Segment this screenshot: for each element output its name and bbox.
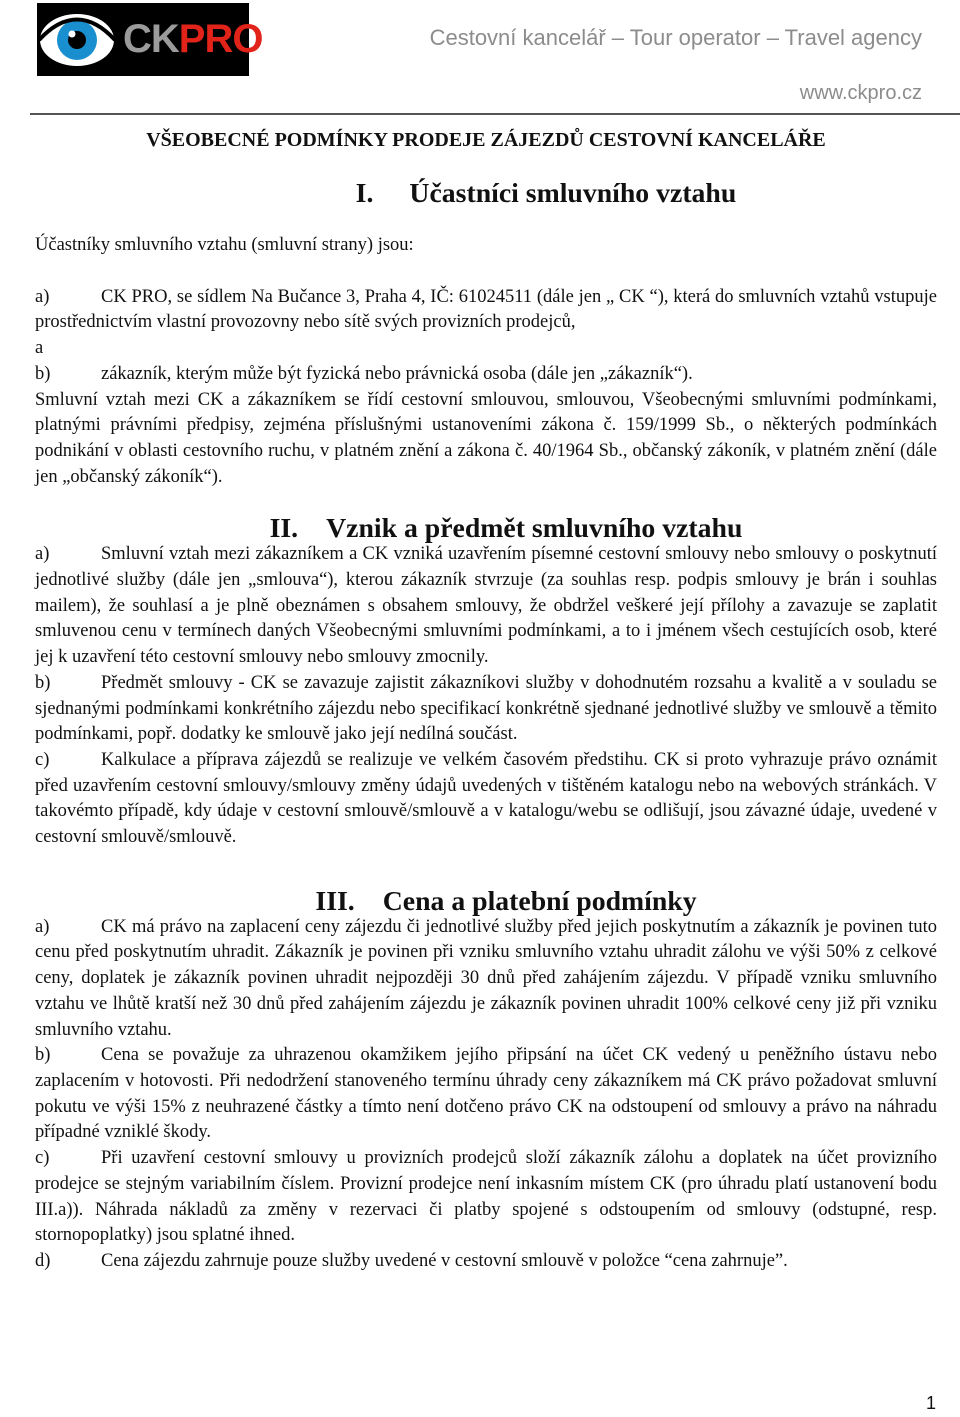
item-label: b) bbox=[35, 1045, 51, 1066]
section-2-heading bbox=[35, 513, 937, 545]
section-3-number: III. bbox=[315, 885, 355, 917]
item-label: a) bbox=[35, 544, 50, 565]
item-label: a) bbox=[35, 286, 50, 307]
section-2-number: II. bbox=[269, 513, 299, 545]
item-text: Cena zájezdu zahrnuje pouze služby uvedené v cestovní smlouvě v položce “cena zahrnuje”. bbox=[101, 1250, 788, 1271]
item-text: Smluvní vztah mezi zákazníkem a CK vzniká uzavřením písemné cestovní smlouvy nebo smlouvy o poskytnutí jednotlivé služby (dále jen „smlouva“), kterou zákazník stvrzuje (za souhlas resp. podpis smlouvy je brán i souhlas mailem), že souhlasí a je plně obeznámen s obsahem smlouvy, že obdržel veškeré její přílohy a zavazuje se zaplatit smluvenou cenu v termínech daných Všeobecnými smluvními podmínkami, a to i jménem všech cestujících osob, které jej k uzavření této cestovní smlouvy nebo smlouvy zmocnily. bbox=[35, 544, 937, 668]
section-1-intro: Účastníky smluvního vztahu (smluvní strany) jsou: bbox=[35, 235, 414, 255]
section-1-paragraph: Smluvní vztah mezi CK a zákazníkem se řídí cestovní smlouvou, smlouvou, Všeobecnými smluvními podmínkami, platnými právními předpisy, zejména příslušnými ustanoveními zákona č. 159/1999 Sb., o některých podmínkách podnikání v oblasti cestovního ruchu, v platném znění a zákona č. 40/1964 Sb., občanský zákoník, v platném znění (dále jen „občanský zákoník“). bbox=[35, 389, 937, 487]
section-1-number: I. bbox=[355, 178, 374, 209]
eye-icon bbox=[37, 3, 127, 76]
section-3-item-b bbox=[35, 1043, 937, 1146]
website-url: www.ckpro.cz bbox=[799, 82, 922, 104]
item-label: c) bbox=[35, 1148, 50, 1169]
document-title: VŠEOBECNÉ PODMÍNKY PRODEJE ZÁJEZDŮ CESTOVNÍ KANCELÁŘE bbox=[146, 129, 826, 151]
section-1-item-b bbox=[35, 362, 937, 388]
item-text: Kalkulace a příprava zájezdů se realizuje ve velkém časovém předstihu. CK si proto vyhrazuje právo oznámit před uzavřením cestovní smlouvy/smlouvy změny údajů uvedených v tištěném katalogu nebo na webových stránkách. V takovémto případě, kdy údaje v cestovní smlouvě/smlouvě a v katalogu/webu se odlišují, jsou závazné údaje, uvedené v cestovní smlouvě/smlouvě. bbox=[35, 749, 937, 848]
logo-pro: PRO bbox=[178, 17, 263, 61]
section-1-and: a bbox=[35, 338, 44, 359]
logo-ck: CK bbox=[123, 17, 179, 61]
section-1-title: Účastníci smluvního vztahu bbox=[409, 178, 737, 209]
tagline: Cestovní kancelář – Tour operator – Travel agency bbox=[429, 25, 922, 50]
item-text: Cena se považuje za uhrazenou okamžikem jejího připsání na účet CK vedený u peněžního ústavu nebo zaplacením v hotovosti. Při nedodržení stanoveného termínu úhrady ceny zákazníkem má CK právo požadovat smluvní pokutu ve výši 15% z neuhrazené částky a tímto není dotčeno právo CK na odstoupení od smlouvy a právo na náhradu případné vzniklé škody. bbox=[35, 1045, 937, 1143]
section-3-item-c bbox=[35, 1146, 937, 1249]
item-text: CK PRO, se sídlem Na Bučance 3, Praha 4, IČ: 61024511 (dále jen „ CK “), která do smluvních vztahů vstupuje prostřednictvím vlastní provozovny nebo sítě svých provizních prodejců, bbox=[35, 286, 937, 333]
section-3-item-a bbox=[35, 915, 937, 1044]
item-label: b) bbox=[35, 363, 51, 384]
section-2-item-a bbox=[35, 542, 937, 671]
page-header bbox=[0, 0, 960, 118]
section-3-title: Cena a platební podmínky bbox=[382, 885, 697, 917]
item-label: c) bbox=[35, 749, 50, 770]
section-2-title: Vznik a předmět smluvního vztahu bbox=[326, 513, 743, 545]
section-3-heading bbox=[35, 885, 937, 917]
item-text: CK má právo na zaplacení ceny zájezdu či jednotlivé služby před jejich poskytnutím a zákazník je povinen tuto cenu před poskytnutím uhradit. Zákazník je povinen při vzniku smluvního vztahu uhradit zálohu ve výši 50% z celkové ceny, doplatek je zákazník povinen uhradit nejpozději 30 dnů před zahájením zájezdu. V případě vzniku smluvního vztahu ve lhůtě kratší než 30 dnů před zahájením zájezdu je zákazník povinen uhradit 100% celkové ceny již při vzniku smluvního vztahu. bbox=[35, 916, 937, 1040]
item-label: b) bbox=[35, 672, 51, 693]
item-text: Při uzavření cestovní smlouvy u provizních prodejců složí zákazník zálohu a doplatek na účet provizního prodejce se stejným variabilním číslem. Provizní prodejce není inkasním místem CK (pro úhradu platí ustanovení bodu III.a)). Náhrada nákladů za změny v rezervaci či platby spojené s odstoupením od smlouvy (odstupné, resp. stornopoplatky) jsou splatné ihned. bbox=[35, 1148, 937, 1246]
item-label: d) bbox=[35, 1250, 51, 1271]
ckpro-logo bbox=[37, 3, 263, 76]
item-text: Předmět smlouvy - CK se zavazuje zajistit zákazníkovi služby v dohodnutém rozsahu a kvalitě a v souladu se sjednanými podmínkami konkrétního zájezdu nebo specifikací konkrétně sjednané jednotlivé služby ve smlouvě a těmito podmínkami, popř. dodatky ke smlouvě jako její nedílná součást. bbox=[35, 672, 937, 745]
document-body bbox=[35, 125, 937, 1275]
section-1-item-a bbox=[35, 285, 937, 336]
item-label: a) bbox=[35, 916, 50, 937]
section-2-item-c bbox=[35, 748, 937, 851]
section-3-item-d bbox=[35, 1249, 937, 1275]
item-text: zákazník, kterým může být fyzická nebo právnická osoba (dále jen „zákazník“). bbox=[101, 363, 693, 384]
logo-wordmark bbox=[123, 17, 262, 61]
section-2-item-b bbox=[35, 671, 937, 748]
page-number: 1 bbox=[925, 1393, 936, 1413]
header-divider bbox=[30, 113, 960, 115]
section-1-heading bbox=[35, 178, 937, 209]
